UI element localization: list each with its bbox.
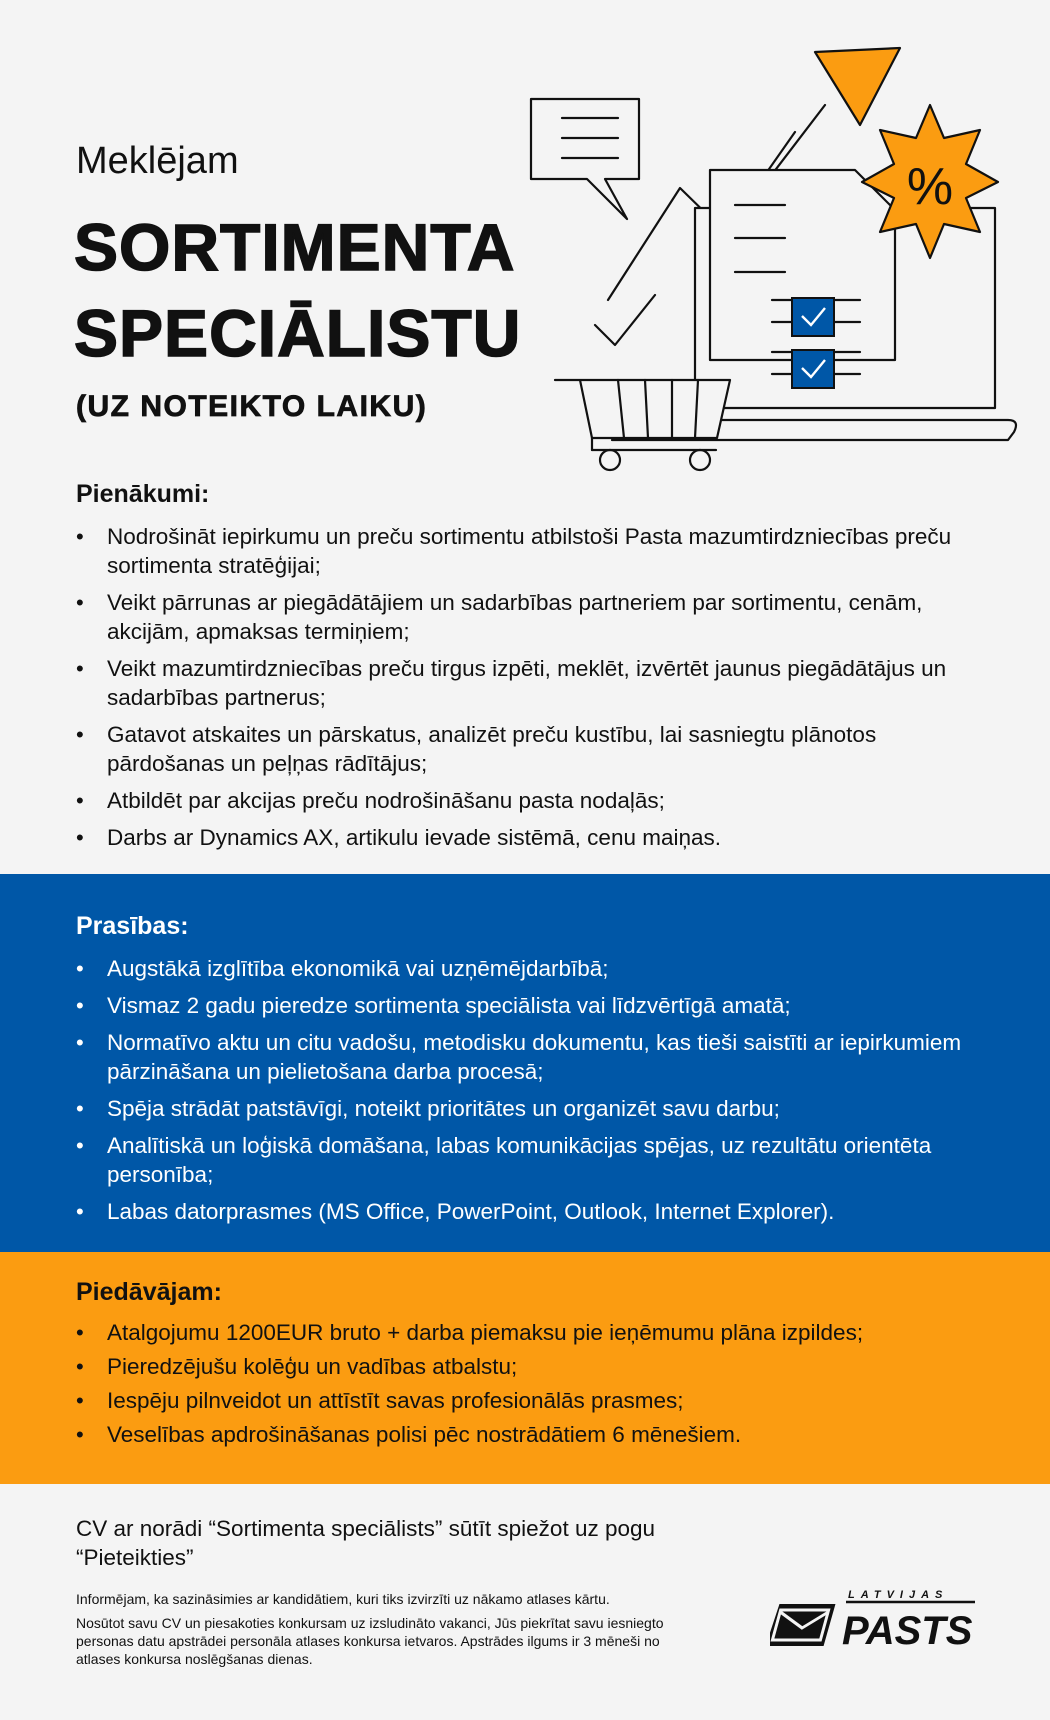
checklist-document-icon: [710, 170, 895, 374]
offer-section: [0, 1252, 1050, 1484]
fine-print-contact: Informējam, ka sazināsimies ar kandidātiem, kuri tiks izvirzīti uz nākamo atlases kārtu.: [76, 1591, 610, 1607]
duties-section: [0, 470, 1050, 874]
list-item: • Atalgojumu 1200EUR bruto + darba piemaksu pie ieņēmumu plāna izpildes;: [76, 1318, 976, 1347]
badge-symbol: %: [906, 158, 954, 216]
list-item: • Pieredzējušu kolēģu un vadības atbalstu;: [76, 1352, 976, 1381]
list-item: • Labas datorprasmes (MS Office, PowerPoint, Outlook, Internet Explorer).: [76, 1197, 976, 1226]
list-item: • Vismaz 2 gadu pieredze sortimenta speciālista vai līdzvērtīgā amatā;: [76, 991, 976, 1020]
chat-bubble-icon: [531, 99, 639, 219]
offer-heading: Piedāvājam:: [76, 1278, 222, 1306]
envelope-icon: [770, 1604, 835, 1646]
header-kicker: Meklējam: [76, 140, 239, 182]
arrowhead-icon: [815, 48, 900, 125]
job-title-line1: SORTIMENTA: [74, 210, 516, 284]
list-item: • Veikt pārrunas ar piegādātājiem un sadarbības partneriem par sortimentu, cenām, akcijām, apmaksas termiņiem;: [76, 588, 976, 646]
logo-top-text: LATVIJAS: [848, 1589, 949, 1601]
duties-list: [76, 522, 976, 860]
list-item: • Normatīvo aktu un citu vadošu, metodisku dokumentu, kas tieši saistīti ar iepirkumiem pārzināšana un pielietošana darba procesā;: [76, 1028, 976, 1086]
list-item: • Augstākā izglītība ekonomikā vai uzņēmējdarbībā;: [76, 954, 976, 983]
requirements-list: [76, 954, 976, 1234]
cv-instructions: CV ar norādi “Sortimenta speciālists” sūtīt spiežot uz pogu “Pieteikties”: [76, 1516, 656, 1570]
list-item: • Spēja strādāt patstāvīgi, noteikt prioritātes un organizēt savu darbu;: [76, 1094, 976, 1123]
requirements-section: [0, 874, 1050, 1252]
job-title-line2: SPECIĀLISTU: [74, 296, 522, 370]
hero-illustration: [520, 40, 1040, 480]
list-item: • Veikt mazumtirdzniecības preču tirgus izpēti, meklēt, izvērtēt jaunus piegādātājus un sadarbības partnerus;: [76, 654, 976, 712]
list-item: • Iespēju pilnveidot un attīstīt savas profesionālās prasmes;: [76, 1386, 976, 1415]
logo-main-text: PASTS: [842, 1609, 973, 1653]
list-item: • Atbildēt par akcijas preču nodrošināšanu pasta nodaļās;: [76, 786, 976, 815]
list-item: • Analītiskā un loģiskā domāšana, labas komunikācijas spējas, uz rezultātu orientēta personība;: [76, 1131, 976, 1189]
latvijas-pasts-logo: [770, 1586, 990, 1656]
requirements-heading: Prasības:: [76, 912, 189, 940]
job-title-subtitle: (UZ NOTEIKTO LAIKU): [76, 390, 428, 423]
checkmark-icon: [595, 295, 655, 345]
duties-heading: Pienākumi:: [76, 480, 210, 508]
list-item: • Veselības apdrošināšanas polisi pēc nostrādātiem 6 mēnešiem.: [76, 1420, 976, 1449]
offer-list: [76, 1318, 976, 1454]
shopping-cart-icon: [555, 380, 730, 470]
list-item: • Nodrošināt iepirkumu un preču sortimentu atbilstoši Pasta mazumtirdzniecības preču sortimenta stratēģijai;: [76, 522, 976, 580]
list-item: • Gatavot atskaites un pārskatus, analizēt preču kustību, lai sasniegtu plānotos pārdošanas un peļņas rādītājus;: [76, 720, 976, 778]
list-item: • Darbs ar Dynamics AX, artikulu ievade sistēmā, cenu maiņas.: [76, 823, 976, 852]
fine-print-consent: Nosūtot savu CV un piesakoties konkursam uz izsludināto vakanci, Jūs piekrītat savu iesniegto personas datu apstrādei personāla atlases konkursa ietvaros. Apstrādes ilgums ir 3 mēneši no atlases konkursa noslēgšanas dienas.: [76, 1615, 664, 1667]
